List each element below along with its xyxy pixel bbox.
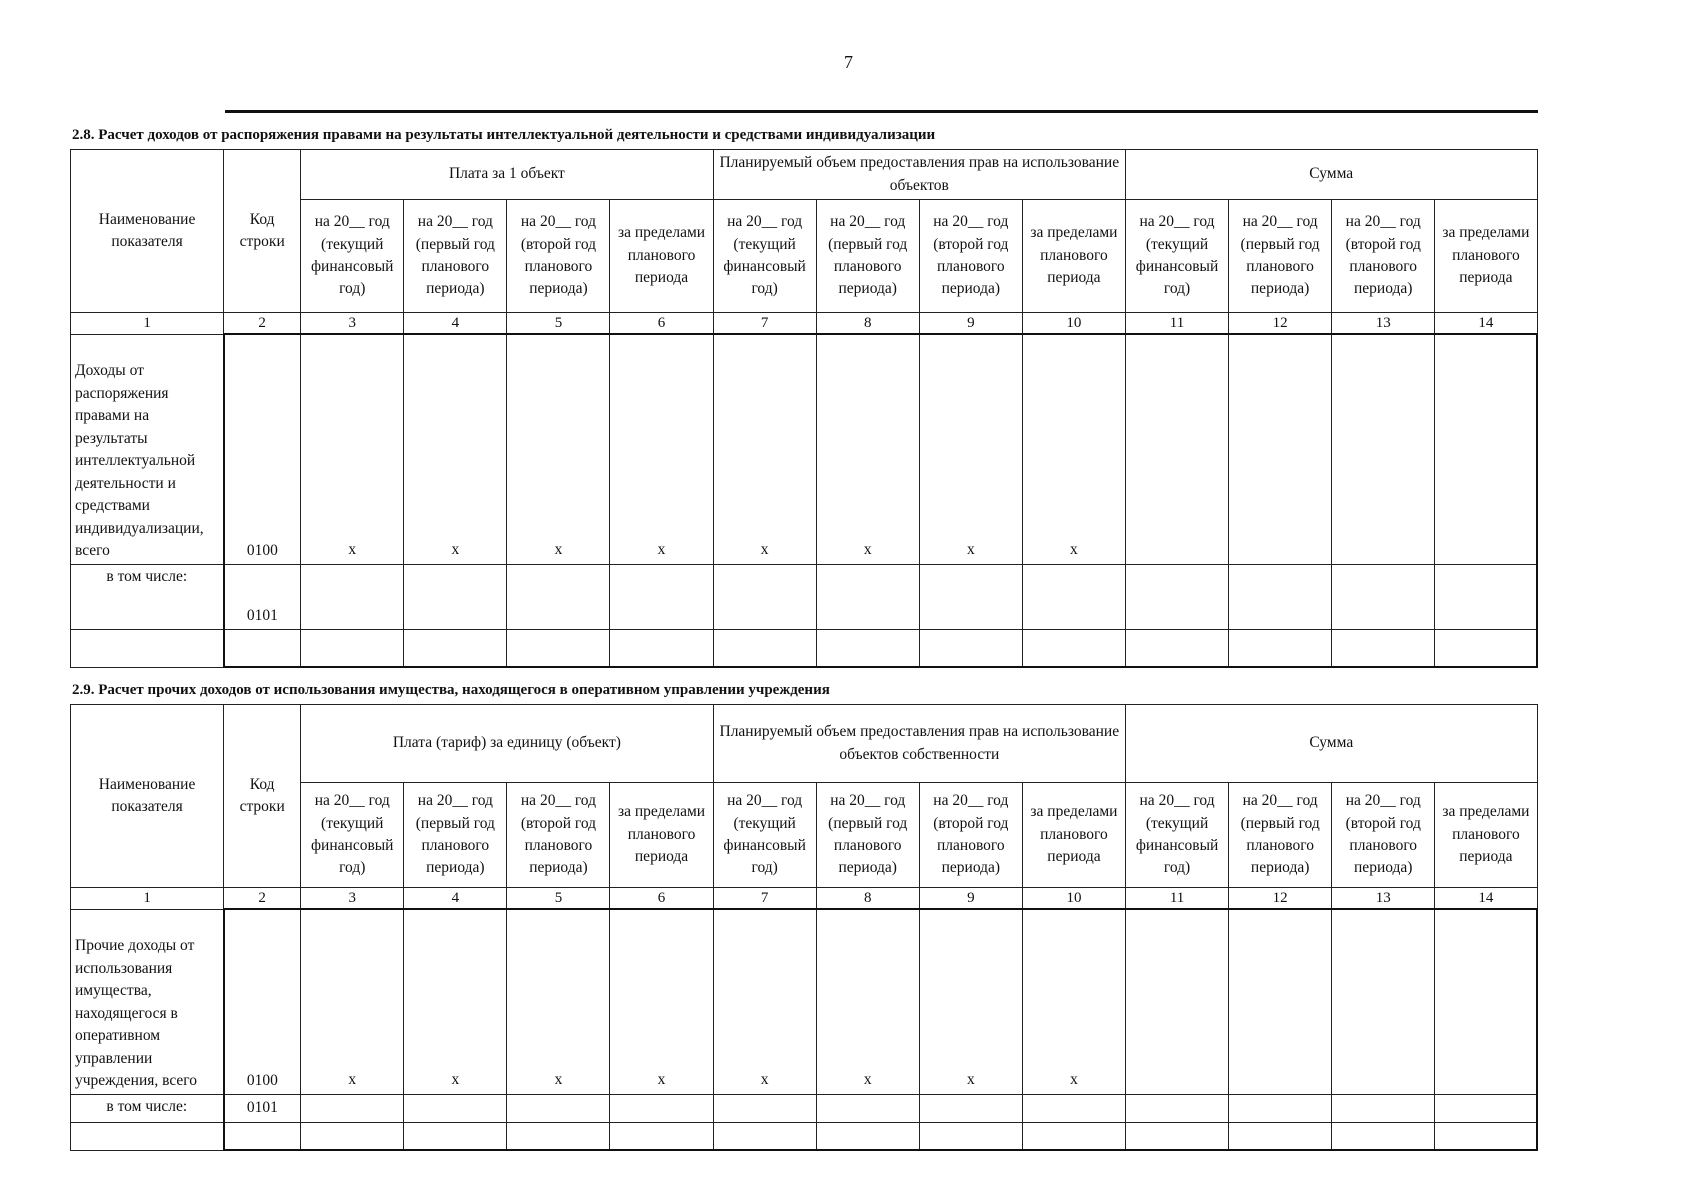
data-cell[interactable]: [816, 629, 919, 667]
column-number: 7: [713, 888, 816, 910]
column-number: 5: [507, 313, 610, 335]
data-cell[interactable]: [1125, 629, 1228, 667]
data-cell[interactable]: [301, 629, 404, 667]
column-number: 14: [1435, 313, 1537, 335]
column-number: 6: [610, 888, 713, 910]
data-cell[interactable]: [404, 1122, 507, 1150]
header-period-second: на 20__ год (второй год планового периода): [919, 200, 1022, 313]
header-rule: [225, 110, 1538, 113]
sum-cell[interactable]: [1126, 909, 1229, 1094]
sum-cell[interactable]: [1125, 334, 1228, 564]
column-number: 3: [301, 888, 404, 910]
data-cell[interactable]: [1229, 564, 1332, 629]
row-total-label: Доходы от распоряжения правами на результаты интеллектуальной деятельности и средствами индивидуализации, всего: [71, 334, 224, 564]
header-period-first: на 20__ год (первый год планового периода): [404, 200, 507, 313]
data-cell[interactable]: [610, 629, 713, 667]
column-number: 13: [1332, 313, 1435, 335]
data-cell[interactable]: [507, 1122, 610, 1150]
row-incl-label: в том числе:: [71, 1094, 224, 1122]
header-period-first: на 20__ год (первый год планового периода): [404, 783, 507, 888]
data-cell[interactable]: [301, 1122, 404, 1150]
header-period-second: на 20__ год (второй год планового периода): [1332, 783, 1435, 888]
header-period-beyond: за пределами планового периода: [1022, 783, 1125, 888]
data-cell[interactable]: [713, 564, 816, 629]
header-period-current: на 20__ год (текущий финансовый год): [1126, 783, 1229, 888]
data-cell[interactable]: [816, 1094, 919, 1122]
x-mark: x: [1022, 334, 1125, 564]
row-incl-code: 0101: [224, 564, 301, 629]
data-cell[interactable]: [301, 564, 404, 629]
row-incl-label: в том числе:: [71, 564, 224, 629]
blank-code-cell[interactable]: [224, 629, 301, 667]
column-number: 9: [919, 888, 1022, 910]
data-cell[interactable]: [1126, 1094, 1229, 1122]
data-cell[interactable]: [1022, 564, 1125, 629]
data-cell[interactable]: [1332, 1122, 1435, 1150]
header-period-beyond: за пределами планового периода: [610, 200, 713, 313]
sum-cell[interactable]: [1435, 909, 1537, 1094]
data-cell[interactable]: [1229, 1094, 1332, 1122]
column-number: 14: [1435, 888, 1537, 910]
header-period-second: на 20__ год (второй год планового периода): [919, 783, 1022, 888]
x-mark: x: [507, 334, 610, 564]
table-2-9: [70, 704, 1538, 1151]
data-cell[interactable]: [1435, 1122, 1537, 1150]
header-period-second: на 20__ год (второй год планового периода): [507, 200, 610, 313]
header-group-sum: Сумма: [1126, 705, 1537, 783]
column-number: 11: [1125, 313, 1228, 335]
x-mark: x: [816, 909, 919, 1094]
section-2-8-title: 2.8. Расчет доходов от распоряжения правами на результаты интеллектуальной деятельности и средствами индивидуализации: [72, 127, 936, 143]
data-cell[interactable]: [713, 629, 816, 667]
data-cell[interactable]: [1332, 629, 1435, 667]
data-cell[interactable]: [1022, 1094, 1125, 1122]
sum-cell[interactable]: [1332, 334, 1435, 564]
column-number: 12: [1229, 313, 1332, 335]
header-group-volume: Планируемый объем предоставления прав на использование объектов: [713, 150, 1125, 200]
section-2-9-title: 2.9. Расчет прочих доходов от использования имущества, находящегося в оперативном управлении учреждения: [72, 682, 830, 698]
row-incl-code: 0101: [224, 1094, 301, 1122]
header-period-current: на 20__ год (текущий финансовый год): [713, 783, 816, 888]
data-cell[interactable]: [919, 629, 1022, 667]
header-period-current: на 20__ год (текущий финансовый год): [713, 200, 816, 313]
data-cell[interactable]: [1435, 1094, 1537, 1122]
blank-label-cell: [71, 629, 224, 667]
data-cell[interactable]: [1332, 1094, 1435, 1122]
column-number: 11: [1126, 888, 1229, 910]
data-cell[interactable]: [610, 564, 713, 629]
x-mark: x: [301, 909, 404, 1094]
column-number: 6: [610, 313, 713, 335]
x-mark: x: [610, 334, 713, 564]
header-period-current: на 20__ год (текущий финансовый год): [1125, 200, 1228, 313]
data-cell[interactable]: [919, 1122, 1022, 1150]
header-period-beyond: за пределами планового периода: [1435, 783, 1537, 888]
column-number: 1: [71, 888, 224, 910]
header-period-beyond: за пределами планового периода: [610, 783, 713, 888]
row-total-code: 0100: [224, 909, 301, 1094]
x-mark: x: [713, 334, 816, 564]
x-mark: x: [919, 334, 1022, 564]
header-period-beyond: за пределами планового периода: [1435, 200, 1537, 313]
blank-code-cell[interactable]: [224, 1122, 301, 1150]
header-name: Наименование показателя: [71, 705, 224, 888]
x-mark: x: [507, 909, 610, 1094]
column-number: 8: [816, 313, 919, 335]
header-period-first: на 20__ год (первый год планового периода): [1229, 783, 1332, 888]
header-group-tariff: Плата (тариф) за единицу (объект): [301, 705, 713, 783]
column-number: 3: [301, 313, 404, 335]
data-cell[interactable]: [507, 564, 610, 629]
header-period-first: на 20__ год (первый год планового периода): [1229, 200, 1332, 313]
data-cell[interactable]: [507, 1094, 610, 1122]
row-total-label: Прочие доходы от использования имущества, находящегося в оперативном управлении учреждения, всего: [71, 909, 224, 1094]
column-number: 2: [224, 313, 301, 335]
sum-cell[interactable]: [1229, 909, 1332, 1094]
data-cell[interactable]: [1435, 564, 1537, 629]
header-period-current: на 20__ год (текущий финансовый год): [301, 783, 404, 888]
data-cell[interactable]: [816, 564, 919, 629]
column-number: 4: [404, 888, 507, 910]
column-number: 1: [71, 313, 224, 335]
header-period-current: на 20__ год (текущий финансовый год): [301, 200, 404, 313]
data-cell[interactable]: [301, 1094, 404, 1122]
column-number: 2: [224, 888, 301, 910]
x-mark: x: [919, 909, 1022, 1094]
data-cell[interactable]: [404, 564, 507, 629]
column-number: 10: [1022, 313, 1125, 335]
x-mark: x: [301, 334, 404, 564]
sum-cell[interactable]: [1332, 909, 1435, 1094]
x-mark: x: [404, 909, 507, 1094]
data-cell[interactable]: [816, 1122, 919, 1150]
column-number: 7: [713, 313, 816, 335]
data-cell[interactable]: [919, 564, 1022, 629]
header-period-first: на 20__ год (первый год планового периода): [816, 783, 919, 888]
row-total-code: 0100: [224, 334, 301, 564]
column-number: 8: [816, 888, 919, 910]
header-period-first: на 20__ год (первый год планового периода): [816, 200, 919, 313]
header-group-volume: Планируемый объем предоставления прав на использование объектов собственности: [713, 705, 1125, 783]
header-group-payment: Плата за 1 объект: [301, 150, 713, 200]
blank-label-cell: [71, 1122, 224, 1150]
data-cell[interactable]: [713, 1122, 816, 1150]
data-cell[interactable]: [1229, 629, 1332, 667]
page-number: 7: [844, 52, 853, 72]
column-number: 13: [1332, 888, 1435, 910]
x-mark: x: [713, 909, 816, 1094]
data-cell[interactable]: [1022, 1122, 1125, 1150]
data-cell[interactable]: [1332, 564, 1435, 629]
data-cell[interactable]: [919, 1094, 1022, 1122]
data-cell[interactable]: [507, 629, 610, 667]
data-cell[interactable]: [404, 1094, 507, 1122]
data-cell[interactable]: [713, 1094, 816, 1122]
data-cell[interactable]: [1125, 564, 1228, 629]
data-cell[interactable]: [1435, 629, 1537, 667]
table-2-8: [70, 149, 1538, 668]
header-code: Код строки: [224, 150, 301, 313]
header-name: Наименование показателя: [71, 150, 224, 313]
header-code: Код строки: [224, 705, 301, 888]
column-number: 9: [919, 313, 1022, 335]
header-period-beyond: за пределами планового периода: [1022, 200, 1125, 313]
x-mark: x: [404, 334, 507, 564]
column-number: 5: [507, 888, 610, 910]
x-mark: x: [816, 334, 919, 564]
column-number: 10: [1022, 888, 1125, 910]
data-cell[interactable]: [610, 1094, 713, 1122]
column-number: 12: [1229, 888, 1332, 910]
header-period-second: на 20__ год (второй год планового периода): [1332, 200, 1435, 313]
data-cell[interactable]: [1229, 1122, 1332, 1150]
data-cell[interactable]: [404, 629, 507, 667]
header-period-second: на 20__ год (второй год планового периода): [507, 783, 610, 888]
data-cell[interactable]: [610, 1122, 713, 1150]
x-mark: x: [610, 909, 713, 1094]
sum-cell[interactable]: [1435, 334, 1537, 564]
x-mark: x: [1022, 909, 1125, 1094]
header-group-sum: Сумма: [1125, 150, 1537, 200]
sum-cell[interactable]: [1229, 334, 1332, 564]
column-number: 4: [404, 313, 507, 335]
data-cell[interactable]: [1126, 1122, 1229, 1150]
data-cell[interactable]: [1022, 629, 1125, 667]
